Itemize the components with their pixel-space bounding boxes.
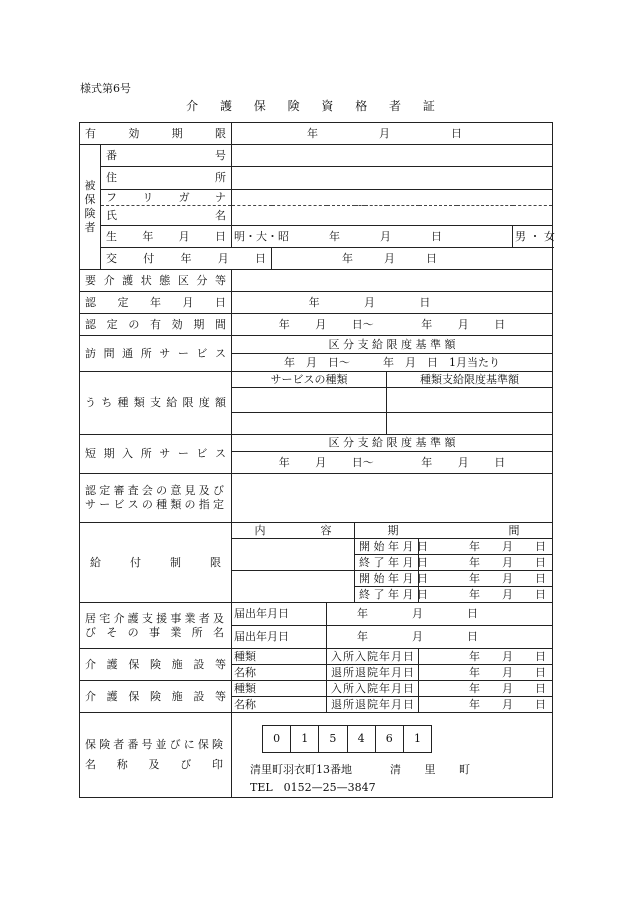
cert-valid-label: 認 定 の 有 効 期 間	[80, 314, 232, 336]
insured-number-label: 番 号	[101, 145, 232, 167]
sex-options[interactable]: 男 ・ 女	[513, 226, 553, 248]
facility-label: 介 護 保 険 施 設 等	[80, 649, 232, 681]
insured-address-label: 住 所	[101, 167, 232, 190]
birthdate-label: 生 年 月 日	[101, 226, 232, 248]
insured-name-value[interactable]	[232, 206, 553, 226]
day-label: 日	[451, 126, 462, 140]
facility-name-label: 名称	[232, 697, 327, 713]
admission-date-value[interactable]: 年 月 日	[419, 681, 553, 697]
home-service-limit-header: 区 分 支 給 限 度 基 準 額	[232, 336, 553, 354]
restriction-start-date[interactable]: 年 月 日	[419, 571, 553, 587]
restriction-end-date[interactable]: 年 月 日	[419, 587, 553, 603]
year-label: 年	[308, 295, 320, 309]
home-service-period[interactable]: 年 月 日〜 年 月 日 1月当たり	[232, 354, 553, 372]
month-label: 月	[363, 295, 375, 309]
report-date-label: 届出年月日	[232, 626, 327, 649]
admission-date-value[interactable]: 年 月 日	[419, 649, 553, 665]
insurer-number	[262, 725, 432, 753]
type-limit-service-cell[interactable]	[232, 413, 387, 435]
cert-valid-value[interactable]: 年 月 日〜 年 月 日	[232, 314, 553, 336]
era-options: 明・大・昭	[234, 229, 289, 243]
insurer-name: 清 里 町	[390, 763, 480, 776]
admission-date-label: 入所入院年月日	[327, 681, 419, 697]
valid-period-label: 有 効 期 限	[80, 123, 232, 145]
report-date-value[interactable]: 年 月 日	[327, 626, 553, 649]
insurer-digit: 0	[263, 726, 291, 752]
insured-group-text: 被保険者	[84, 179, 96, 234]
restriction-end-label: 終 了 年 月 日	[355, 587, 419, 603]
discharge-date-label: 退所退院年月日	[327, 665, 419, 681]
insurer-cell	[232, 713, 553, 798]
insurer-tel: TEL 0152—25—3847	[250, 781, 376, 794]
insured-name-label: 氏 名	[101, 206, 232, 226]
year-label: 年	[329, 229, 340, 243]
home-service-label: 訪 問 通 所 サ ー ビ ス	[80, 336, 232, 372]
valid-period-value[interactable]	[232, 123, 553, 145]
care-level-label: 要 介 護 状 態 区 分 等	[80, 270, 232, 292]
insured-group-label	[80, 145, 101, 270]
care-level-value[interactable]	[232, 270, 553, 292]
care-manager-label: 居宅介護支援事業者及びその事業所名	[80, 603, 232, 649]
issue-date-value[interactable]	[272, 248, 553, 270]
year-label: 年	[342, 251, 353, 265]
furigana-value[interactable]	[232, 190, 553, 206]
facility-type-label: 種類	[232, 681, 327, 697]
insurer-address-line	[234, 761, 550, 779]
furigana-label: フ リ ガ ナ	[101, 190, 232, 206]
insurer-digit: 5	[319, 726, 347, 752]
restriction-end-label: 終 了 年 月 日	[355, 555, 419, 571]
year-label: 年	[307, 126, 318, 140]
insured-number-value[interactable]	[232, 145, 553, 167]
short-stay-label: 短 期 入 所 サ ー ビ ス	[80, 435, 232, 474]
issue-date-label: 交 付 年 月 日	[101, 248, 272, 270]
restriction-period-header: 期 間	[355, 523, 553, 539]
document-title: 介 護 保 険 資 格 者 証	[186, 99, 444, 113]
restriction-content-cell[interactable]	[232, 539, 355, 571]
restriction-start-label: 開 始 年 月 日	[355, 539, 419, 555]
cert-date-label: 認 定 年 月 日	[80, 292, 232, 314]
month-label: 月	[380, 229, 391, 243]
insurer-digit: 1	[291, 726, 319, 752]
restriction-end-date[interactable]: 年 月 日	[419, 555, 553, 571]
discharge-date-value[interactable]: 年 月 日	[419, 665, 553, 681]
type-limit-service-cell[interactable]	[232, 388, 387, 413]
insurer-digit: 6	[376, 726, 404, 752]
restriction-start-date[interactable]: 年 月 日	[419, 539, 553, 555]
restriction-start-label: 開 始 年 月 日	[355, 571, 419, 587]
discharge-date-label: 退所退院年月日	[327, 697, 419, 713]
day-label: 日	[431, 229, 442, 243]
cert-date-value[interactable]	[232, 292, 553, 314]
report-date-value[interactable]: 年 月 日	[327, 603, 553, 626]
report-date-label: 届出年月日	[232, 603, 327, 626]
insurer-digit: 1	[413, 732, 421, 745]
day-label: 日	[419, 295, 431, 309]
type-limit-label: う ち 種 類 支 給 限 度 額	[80, 372, 232, 435]
insurer-address: 清里町羽衣町13番地	[250, 763, 352, 776]
form-number-label: 様式第6号	[80, 82, 131, 95]
opinion-label: 認定審査会の意見及びサービスの種類の指定	[80, 474, 232, 523]
type-limit-amount-header: 種類支給限度基準額	[387, 372, 553, 388]
type-limit-service-header: サービスの種類	[232, 372, 387, 388]
insurer-label: 保険者番号並びに保険名称及び印	[80, 713, 232, 798]
insurer-digit: 4	[348, 726, 376, 752]
restriction-content-cell[interactable]	[232, 571, 355, 603]
facility-label: 介 護 保 険 施 設 等	[80, 681, 232, 713]
facility-name-label: 名称	[232, 665, 327, 681]
birthdate-value[interactable]	[232, 226, 513, 248]
certificate-table	[79, 122, 553, 798]
facility-type-label: 種類	[232, 649, 327, 665]
admission-date-label: 入所入院年月日	[327, 649, 419, 665]
type-limit-amount-cell[interactable]	[387, 388, 553, 413]
benefit-restriction-label: 給 付 制 限	[80, 523, 232, 603]
month-label: 月	[379, 126, 390, 140]
short-stay-period[interactable]: 年 月 日〜 年 月 日	[232, 452, 553, 474]
insured-address-value[interactable]	[232, 167, 553, 190]
day-label: 日	[426, 251, 437, 265]
type-limit-amount-cell[interactable]	[387, 413, 553, 435]
restriction-content-header: 内 容	[232, 523, 355, 539]
month-label: 月	[384, 251, 395, 265]
opinion-value[interactable]	[232, 474, 553, 523]
discharge-date-value[interactable]: 年 月 日	[419, 697, 553, 713]
short-stay-limit-header: 区 分 支 給 限 度 基 準 額	[232, 435, 553, 452]
